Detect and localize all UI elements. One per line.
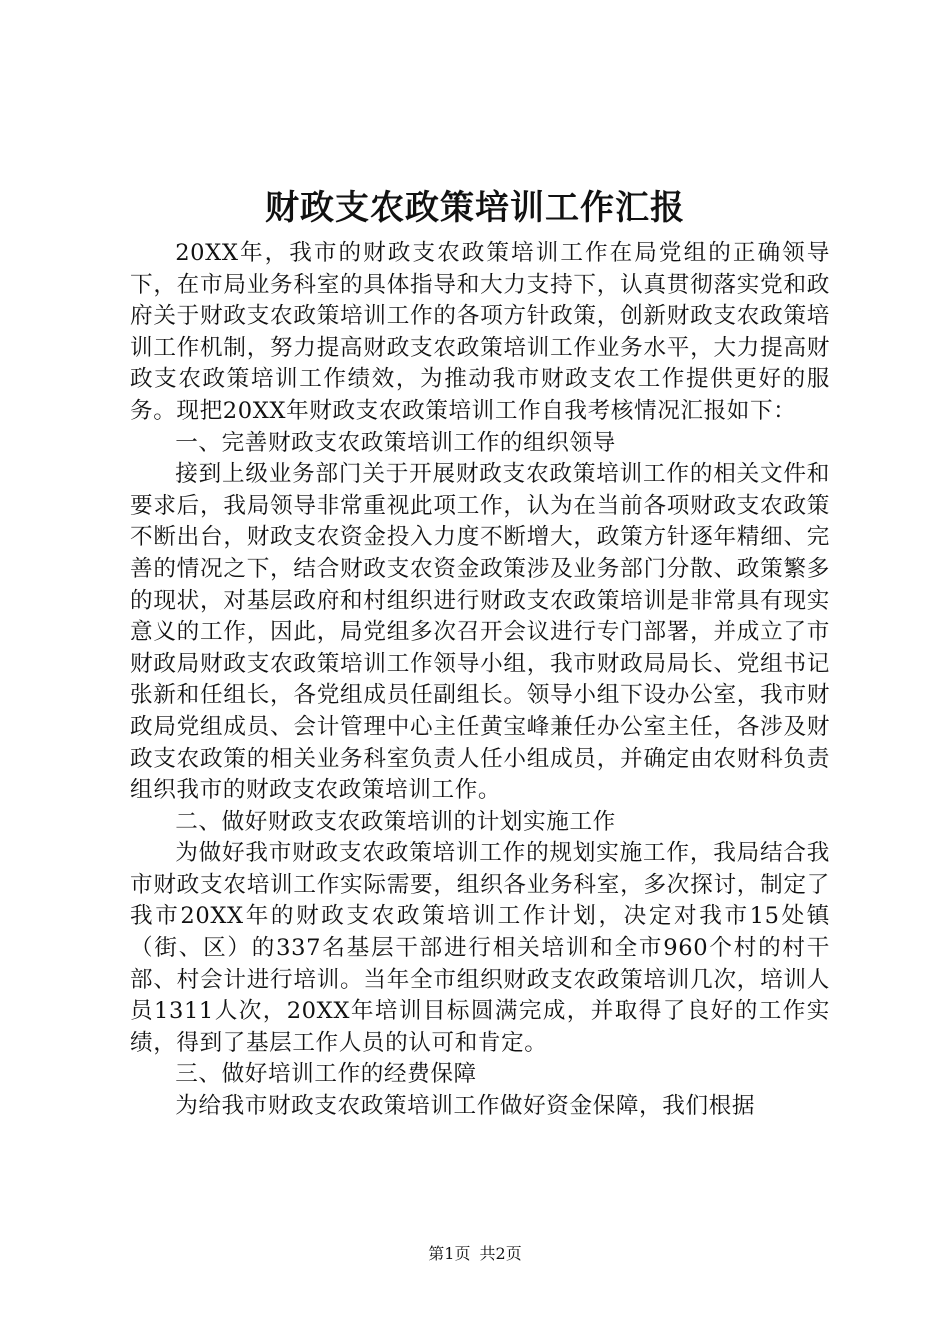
page-total: 共2页 [479,1244,522,1263]
section-heading-1: 一、完善财政支农政策培训工作的组织领导 [175,429,616,456]
document-title: 财政支农政策培训工作汇报 [265,188,685,228]
page-number: 第1页 [428,1244,471,1263]
paragraph-section-2: 为做好我市财政支农政策培训工作的规划实施工作，我局结合我市财政支农培训工作实际需要，组织各业务科室，多次探讨，制定了我市20XX年的财政支农政策培训工作计划，决定对我市15处镇（街、区）的337名基层干部进行相关培训和全市960个村的村干部、村会计进行培训。当年全市组织财政支农政策培训几次，培训人员1311人次，20XX年培训目标圆满完成，并取得了良好的工作实绩，得到了基层工作人员的认可和肯定。 [130,840,830,1056]
paragraph-intro: 20XX年，我市的财政支农政策培训工作在局党组的正确领导下，在市局业务科室的具体指导和大力支持下，认真贯彻落实党和政府关于财政支农政策培训工作的各项方针政策，创新财政支农政策培训工作机制，努力提高财政支农政策培训工作业务水平，大力提高财政支农政策培训工作绩效，为推动我市财政支农工作提供更好的服务。现把20XX年财政支农政策培训工作自我考核情况汇报如下： [130,240,830,424]
page-footer [0,1243,950,1265]
paragraph-section-1: 接到上级业务部门关于开展财政支农政策培训工作的相关文件和要求后，我局领导非常重视此项工作，认为在当前各项财政支农政策不断出台，财政支农资金投入力度不断增大，政策方针逐年精细、完善的情况之下，结合财政支农资金政策涉及业务部门分散、政策繁多的现状，对基层政府和村组织进行财政支农政策培训是非常具有现实意义的工作，因此，局党组多次召开会议进行专门部署，并成立了市财政局财政支农政策培训工作领导小组，我市财政局局长、党组书记张新和任组长，各党组成员任副组长。领导小组下设办公室，我市财政局党组成员、会计管理中心主任黄宝峰兼任办公室主任，各涉及财政支农政策的相关业务科室负责人任小组成员，并确定由农财科负责组织我市的财政支农政策培训工作。 [130,461,830,804]
section-heading-3: 三、做好培训工作的经费保障 [175,1061,477,1088]
document-body [130,238,830,1123]
section-heading-2: 二、做好财政支农政策培训的计划实施工作 [175,808,616,835]
paragraph-section-3: 为给我市财政支农政策培训工作做好资金保障，我们根据 [175,1093,756,1120]
